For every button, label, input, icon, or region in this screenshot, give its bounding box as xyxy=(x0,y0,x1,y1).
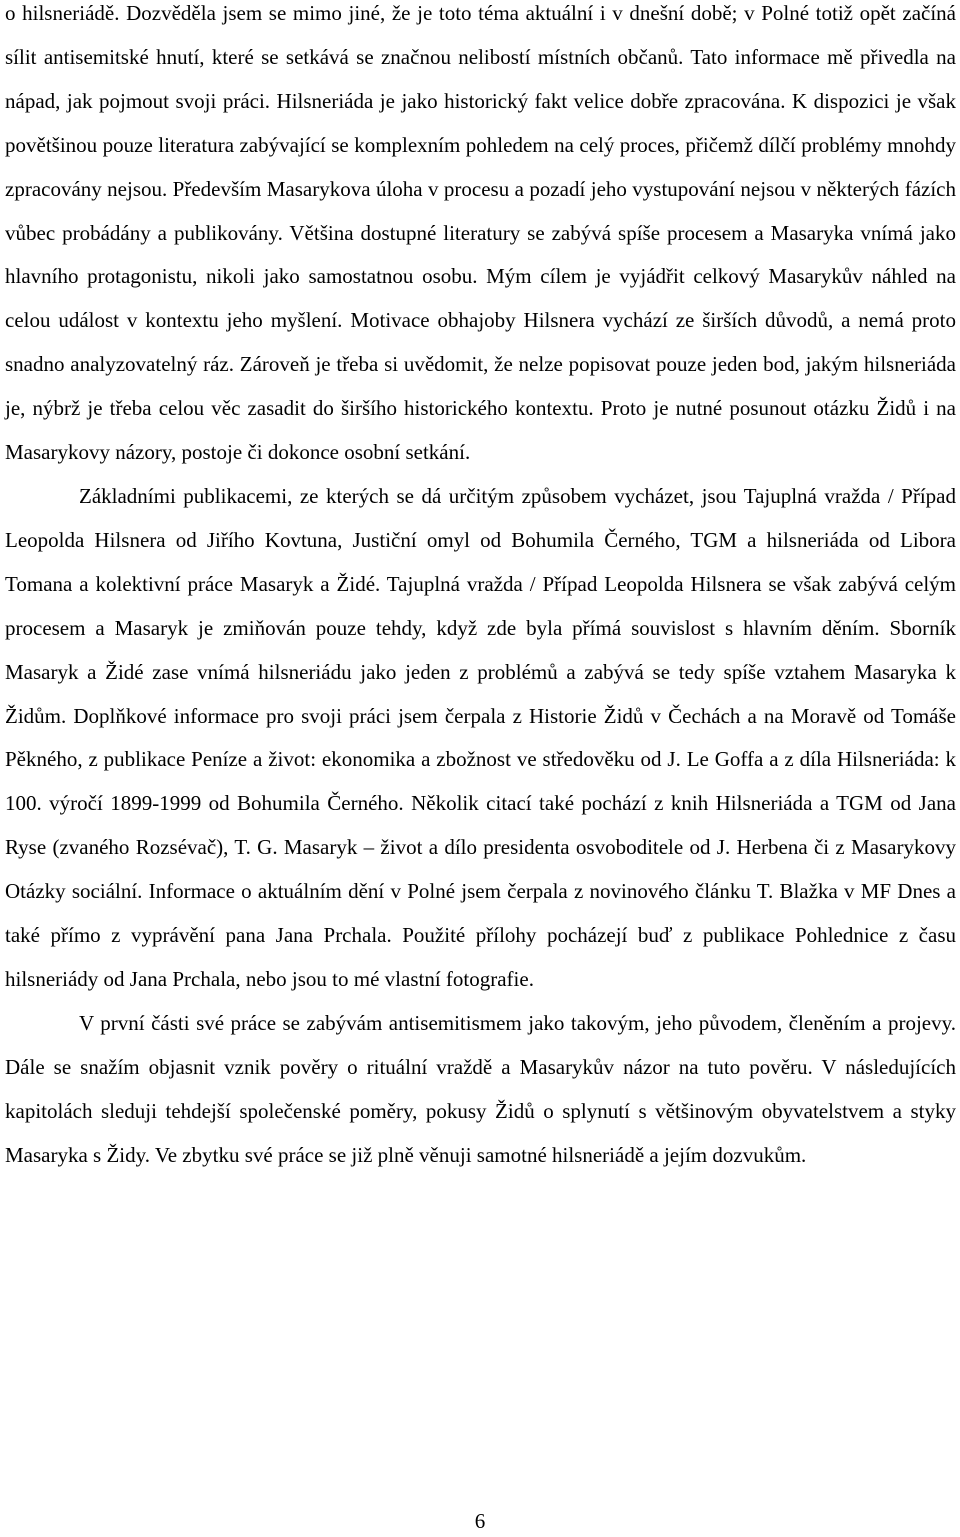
paragraph-3: V první části své práce se zabývám antisemitismem jako takovým, jeho původem, členěním a projevy. Dále se snažím objasnit vznik pověry o rituální vraždě a Masarykův názor na tuto pověru. V následujících kapitolách sleduji tehdejší společenské poměry, pokusy Židů o splynutí s většinovým obyvatelstvem a styky Masaryka s Židy. Ve zbytku své práce se již plně věnuji samotné hilsneriádě a jejím dozvukům. xyxy=(5,1010,956,1167)
paragraph-2: Základními publikacemi, ze kterých se dá určitým způsobem vycházet, jsou Tajuplná vražda / Případ Leopolda Hilsnera od Jiřího Kovtuna, Justiční omyl od Bohumila Černého, TGM a hilsneriáda od Libora Tomana a kolektivní práce Masaryk a Židé. Tajuplná vražda / Případ Leopolda Hilsnera se však zabývá celým procesem a Masaryk je zmiňován pouze tehdy, když zde byla přímá souvislost s hlavním děním. Sborník Masaryk a Židé zase vnímá hilsneriádu jako jeden z problémů a zabývá se tedy spíše vztahem Masaryka k Židům. Doplňkové informace pro svoji práci jsem čerpala z Historie Židů v Čechách a na Moravě od Tomáše Pěkného, z publikace Peníze a život: ekonomika a zbožnost ve středověku od J. Le Goffa a z díla Hilsneriáda: k 100. výročí 1899-1999 od Bohumila Černého. Několik citací také pochází z knih Hilsneriáda a TGM od Jana Ryse (zvaného Rozsévač), T. G. Masaryk – život a dílo presidenta osvoboditele od J. Herbena či z Masarykovy Otázky sociální. Informace o aktuálním dění v Polné jsem čerpala z novinového článku T. Blažka v MF Dnes a také přímo z vyprávění pana Jana Prchala. Použité přílohy pocházejí buď z publikace Pohlednice z času hilsneriády od Jana Prchala, nebo jsou to mé vlastní fotografie. xyxy=(5,483,956,991)
body-text xyxy=(5,0,956,1177)
page-number: 6 xyxy=(474,1509,486,1533)
paragraph-1: o hilsneriádě. Dozvěděla jsem se mimo jiné, že je toto téma aktuální i v dnešní době; v Polné totiž opět začíná sílit antisemitské hnutí, které se setkává se značnou nelibostí místních občanů. Tato informace mě přivedla na nápad, jak pojmout svoji práci. Hilsneriáda je jako historický fakt velice dobře zpracována. K dispozici je však povětšinou pouze literatura zabývající se komplexním pohledem na celý proces, přičemž dílčí problémy mnohdy zpracovány nejsou. Především Masarykova úloha v procesu a pozadí jeho vystupování nejsou v některých fázích vůbec probádány a publikovány. Většina dostupné literatury se zabývá spíše procesem a Masaryka vnímá jako hlavního protagonistu, nikoli jako samostatnou osobu. Mým cílem je vyjádřit celkový Masarykův náhled na celou událost v kontextu jeho myšlení. Motivace obhajoby Hilsnera vychází ze širších důvodů, a nemá proto snadno analyzovatelný ráz. Zároveň je třeba si uvědomit, že nelze popisovat pouze jeden bod, jakým hilsneriáda je, nýbrž je třeba celou věc zasadit do širšího historického kontextu. Proto je nutné posunout otázku Židů i na Masarykovy názory, postoje či dokonce osobní setkání. xyxy=(5,1,956,465)
